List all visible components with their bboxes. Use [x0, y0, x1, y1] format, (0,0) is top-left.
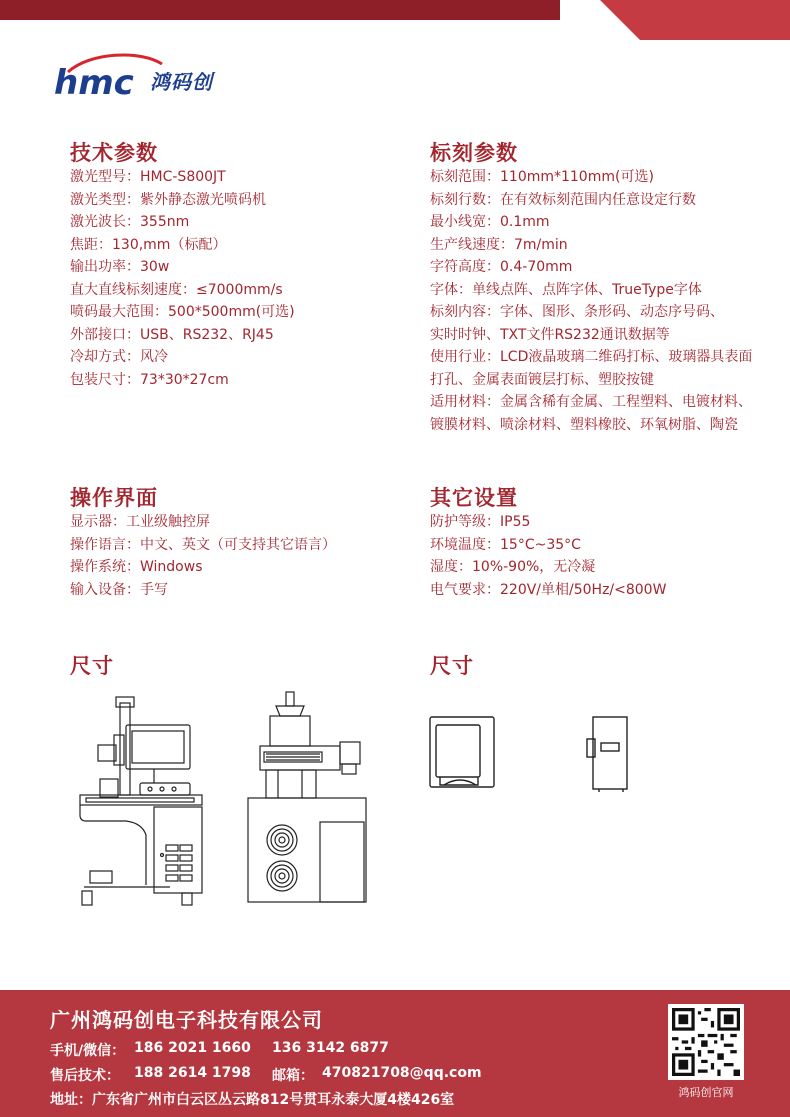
- list-item: 直大直线标刻速度：≤7000mm/s: [70, 281, 283, 298]
- list-item: 环境温度：15°C~35°C: [430, 536, 581, 553]
- device-side-drawing: [585, 715, 630, 793]
- list-item: 外部接口：USB、RS232、RJ45: [70, 326, 274, 343]
- list-item: 标刻范围：110mm*110mm(可选): [430, 169, 654, 185]
- list-item: 输出功率：30w: [70, 259, 170, 275]
- phone-label: 手机/微信：: [50, 1043, 126, 1059]
- list-item: 输入设备：手写: [70, 581, 168, 598]
- list-item: 湿度：10%-90%，无冷凝: [430, 559, 596, 575]
- service-phone[interactable]: 188 2614 1798: [134, 1065, 251, 1081]
- list-item: 标刻行数：在有效标刻范围内任意设定行数: [430, 191, 696, 208]
- logo-text: 鸿码创: [150, 70, 213, 94]
- header-band: [0, 0, 790, 48]
- address: 地址：广东省广州市白云区丛云路812号贯耳永泰大厦4楼426室: [50, 1092, 455, 1108]
- list-item: 使用行业：LCD液晶玻璃二维码打标、玻璃器具表面: [430, 349, 753, 365]
- logo-letters: hmc: [54, 63, 134, 102]
- list-item: 显示器：工业级触控屏: [70, 514, 210, 530]
- marking-params-list: [430, 166, 752, 436]
- machine-front-drawing: [70, 695, 220, 915]
- interface-title: 操作界面: [70, 486, 158, 510]
- list-item: 激光波长：355nm: [70, 214, 190, 230]
- interface-list: [70, 511, 336, 601]
- other-settings-list: [430, 511, 666, 601]
- list-item: 冷却方式：风冷: [70, 349, 168, 365]
- service-label: 售后技术：: [50, 1068, 120, 1084]
- company-name: 广州鸿码创电子科技有限公司: [50, 1008, 323, 1032]
- qr-code-icon: [672, 1008, 740, 1076]
- list-item: 激光类型：紫外静态激光喷码机: [70, 191, 266, 208]
- marking-params-title: 标刻参数: [430, 141, 518, 165]
- list-item: 电气要求：220V/单相/50Hz/<800W: [430, 581, 667, 598]
- email-label: 邮箱：: [272, 1068, 314, 1084]
- list-item: 字体：单线点阵、点阵字体、TrueType字体: [430, 281, 702, 298]
- list-item: 操作系统：Windows: [70, 559, 203, 575]
- phone-number-2[interactable]: 136 3142 6877: [272, 1040, 389, 1056]
- list-item: 镀膜材料、喷涂材料、塑料橡胶、环氧树脂、陶瓷: [430, 416, 738, 433]
- device-front-drawing: [428, 715, 498, 793]
- qr-code[interactable]: [668, 1004, 744, 1080]
- size-title-right: 尺寸: [430, 654, 474, 678]
- list-item: 喷码最大范围：500*500mm(可选): [70, 304, 295, 320]
- tech-params-title: 技术参数: [70, 141, 158, 165]
- list-item: 操作语言：中文、英文（可支持其它语言）: [70, 536, 336, 553]
- qr-caption: 鸿码创官网: [678, 1086, 734, 1099]
- list-item: 生产线速度：7m/min: [430, 236, 568, 253]
- list-item: 标刻内容：字体、图形、条形码、动态序号码、: [430, 304, 724, 320]
- phone-number-1[interactable]: 186 2021 1660: [134, 1040, 251, 1056]
- tech-params-list: [70, 166, 295, 391]
- list-item: 字符高度：0.4-70mm: [430, 259, 573, 275]
- machine-side-drawing: [240, 690, 375, 915]
- size-title-left: 尺寸: [70, 654, 114, 678]
- list-item: 防护等级：IP55: [430, 514, 531, 530]
- list-item: 包装尺寸：73*30*27cm: [70, 371, 229, 388]
- list-item: 最小线宽：0.1mm: [430, 214, 550, 230]
- list-item: 焦距：130,mm（标配）: [70, 236, 227, 253]
- list-item: 打孔、金属表面镀层打标、塑胶按键: [430, 371, 654, 388]
- list-item: 适用材料：金属含稀有金属、工程塑料、电镀材料、: [430, 394, 752, 410]
- list-item: 激光型号：HMC-S800JT: [70, 169, 226, 185]
- email-address[interactable]: 470821708@qq.com: [322, 1065, 482, 1081]
- footer: [0, 990, 790, 1117]
- other-settings-title: 其它设置: [430, 486, 518, 510]
- list-item: 实时时钟、TXT文件RS232通讯数据等: [430, 326, 670, 343]
